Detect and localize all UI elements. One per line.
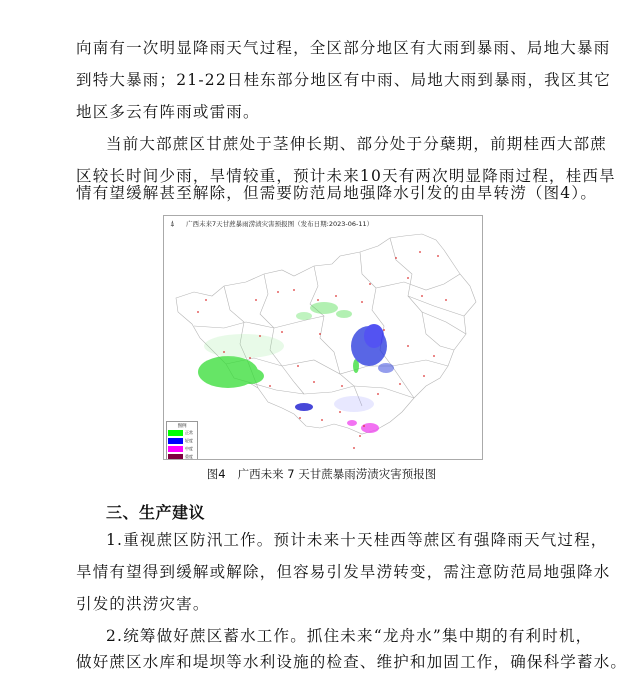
paragraph-line: 1.重视蔗区防汛工作。预计未来十天桂西等蔗区有强降雨天气过程， xyxy=(106,531,608,549)
legend-label: 中度 xyxy=(185,446,193,451)
paragraph-line: 旱情有望得到缓解或解除，但容易引发旱涝转变，需注意防范局地强降水 xyxy=(76,563,611,581)
forecast-map-figure xyxy=(163,215,483,460)
legend-swatch xyxy=(168,438,183,444)
paragraph-line: 情有望缓解甚至解除，但需要防范局地强降水引发的由旱转涝（图4）。 xyxy=(76,184,598,202)
legend-label: 正常 xyxy=(185,430,193,435)
paragraph-line: 当前大部蔗区甘蔗处于茎伸长期、部分处于分蘖期，前期桂西大部蔗 xyxy=(106,135,608,153)
paragraph-line: 到特大暴雨；21-22日桂东部分地区有中雨、局地大雨到暴雨，我区其它 xyxy=(76,71,611,89)
legend-swatch xyxy=(168,454,183,460)
legend-item xyxy=(167,453,197,460)
paragraph-line: 2.统筹做好蔗区蓄水工作。抓住未来“龙舟水”集中期的有利时机， xyxy=(106,627,593,645)
legend-item xyxy=(167,445,197,453)
legend-item xyxy=(167,429,197,437)
paragraph-line: 地区多云有阵雨或雷雨。 xyxy=(76,103,260,121)
legend-label: 重度 xyxy=(185,454,193,459)
legend-swatch xyxy=(168,430,183,436)
paragraph-line: 引发的洪涝灾害。 xyxy=(76,595,210,613)
legend-item xyxy=(167,437,197,445)
legend-title: 图例 xyxy=(177,424,187,429)
legend-swatch xyxy=(168,446,183,452)
paragraph-line: 做好蔗区水库和堤坝等水利设施的检查、维护和加固工作，确保科学蓄水。 xyxy=(76,653,628,671)
guangxi-map-image xyxy=(164,216,482,459)
map-legend xyxy=(166,421,198,460)
section-heading: 三、生产建议 xyxy=(106,503,206,522)
north-arrow-icon: ⍋ xyxy=(170,219,175,228)
paragraph-line: 向南有一次明显降雨天气过程，全区部分地区有大雨到暴雨、局地大暴雨 xyxy=(76,39,611,57)
figure-number: 图4 xyxy=(206,467,226,481)
figure-caption-text: 广西未来 7 天甘蔗暴雨涝渍灾害预报图 xyxy=(237,467,437,481)
figure-caption xyxy=(0,466,643,482)
map-title: 广西未来7天甘蔗暴雨涝渍灾害预报图（发布日期:2023-06-11） xyxy=(186,220,374,228)
paragraph-line: 区较长时间少雨，旱情较重，预计未来10天有两次明显降雨过程，桂西旱 xyxy=(76,167,616,185)
legend-label: 轻度 xyxy=(185,438,193,443)
